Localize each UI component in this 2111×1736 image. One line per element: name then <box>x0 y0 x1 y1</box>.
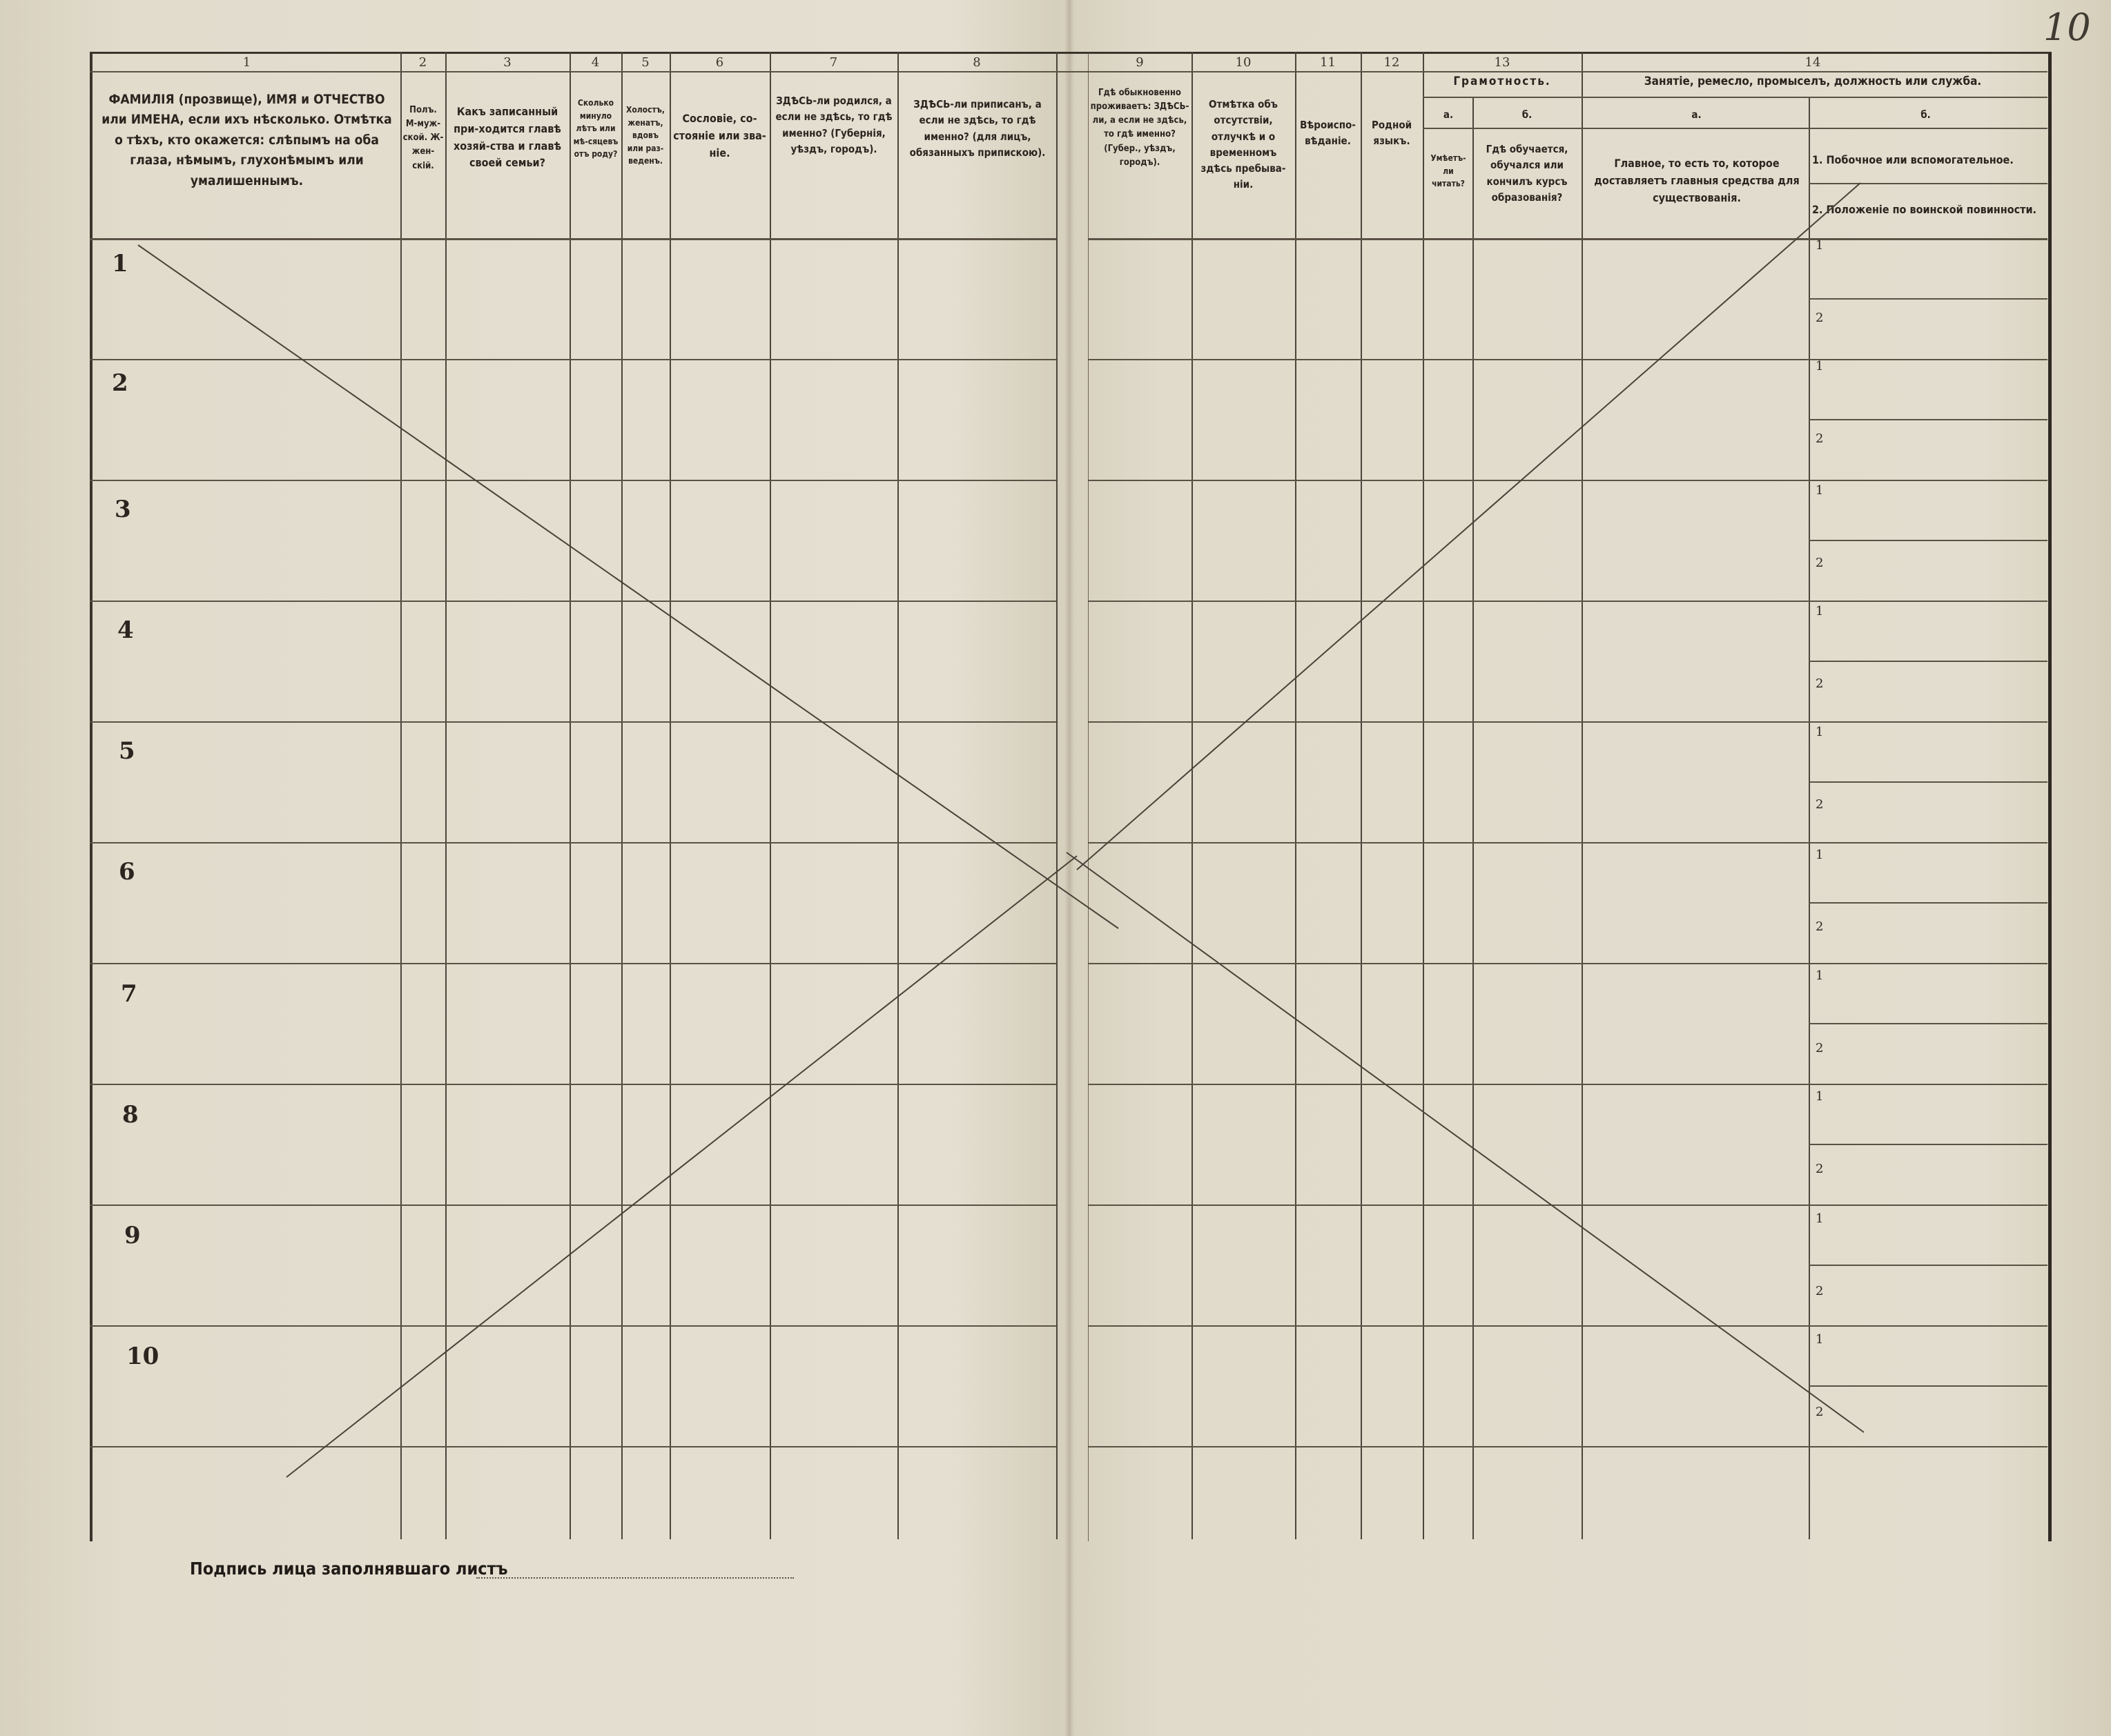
column-number-13: 13 <box>1494 55 1510 70</box>
sub-label-3-1: 1 <box>1816 483 1824 498</box>
sub-label-2-2: 2 <box>1816 431 1824 446</box>
header-absence: Отмѣтка объ отсутствіи, отлучкѣ и о временномъ здѣсь пребыва-ніи. <box>1200 98 1286 191</box>
cross-line-left-down <box>138 245 1118 928</box>
header-main-occupation: Главное, то есть то, которое доставляетъ главныя средства для существованія. <box>1594 157 1800 204</box>
column-number-2: 2 <box>418 55 427 70</box>
header-birthplace: ЗДѢСЬ-ли родился, а если не здѣсь, то гдѣ именно? (Губернія, уѣздъ, городъ). <box>775 95 893 155</box>
sub-label-8-2: 2 <box>1816 1162 1824 1176</box>
sub-label-6-1: 1 <box>1816 848 1824 862</box>
column-number-6: 6 <box>715 55 724 70</box>
row-number-5: 5 <box>119 737 135 765</box>
column-number-14: 14 <box>1804 55 1821 70</box>
row-number-6: 6 <box>119 858 135 886</box>
sub-label-2-1: 1 <box>1816 359 1824 373</box>
header-native-language: Родной языкъ. <box>1371 119 1412 148</box>
header-secondary-occupation: 1. Побочное или вспомогательное. <box>1812 153 2014 166</box>
header-military-status: 2. Положеніе по воинской повинности. <box>1812 203 2037 216</box>
row-number-8: 8 <box>122 1101 139 1129</box>
cross-line-left-up <box>286 856 1077 1477</box>
sub-label-9-2: 2 <box>1816 1284 1824 1298</box>
header-education: Гдѣ обучается, обучался или кончилъ курсъ образованія? <box>1486 143 1568 204</box>
header-literacy: Грамотность. <box>1453 75 1551 88</box>
header-name: ФАМИЛІЯ (прозвище), ИМЯ и ОТЧЕСТВО или ИМЕНА, если ихъ нѣсколько. Отмѣтка о тѣхъ, кто окажется: слѣпымъ на оба глаза, нѣмымъ, глухонѣмымъ или умалишеннымъ. <box>101 92 392 188</box>
sub-label-7-1: 1 <box>1816 968 1824 983</box>
cross-line-right-up <box>1077 183 1860 870</box>
column-number-4: 4 <box>591 55 600 70</box>
row-number-9: 9 <box>124 1222 141 1249</box>
row-number-1: 1 <box>112 250 128 277</box>
sub-label-1-2: 2 <box>1816 311 1824 325</box>
sub-label-3-2: 2 <box>1816 556 1824 570</box>
header-relation: Какъ записанный при-ходится главѣ хозяй-ства и главѣ своей семьи? <box>453 105 562 170</box>
sub-label-5-2: 2 <box>1816 797 1824 812</box>
row-number-7: 7 <box>121 980 137 1008</box>
header-literacy-b-label: б. <box>1521 108 1533 121</box>
sub-label-10-1: 1 <box>1816 1332 1824 1347</box>
header-occupation-a-label: а. <box>1691 108 1702 121</box>
signature-line[interactable] <box>476 1577 794 1579</box>
header-sex: Полъ. М-муж-ской. Ж-жен-скій. <box>402 105 444 171</box>
signature-label: Подпись лица заполнявшаго листъ <box>190 1559 508 1579</box>
sub-label-4-2: 2 <box>1816 676 1824 691</box>
header-literacy-a-label: а. <box>1443 108 1454 121</box>
row-number-2: 2 <box>112 369 128 397</box>
header-marital-status: Холостъ, женатъ, вдовъ или раз-веденъ. <box>626 105 665 166</box>
header-registered-place: ЗДѢСЬ-ли приписанъ, а если не здѣсь, то гдѣ именно? (для лицъ, обязанныхъ припискою). <box>909 98 1046 159</box>
row-number-10: 10 <box>126 1343 159 1370</box>
row-number-4: 4 <box>117 616 134 644</box>
header-occupation-b-label: б. <box>1920 108 1931 121</box>
header-age: Сколько минуло лѣтъ или мѣ-сяцевъ отъ роду? <box>573 98 619 159</box>
sub-label-9-1: 1 <box>1816 1211 1824 1226</box>
sub-label-10-2: 2 <box>1816 1405 1824 1419</box>
sub-label-7-2: 2 <box>1816 1041 1824 1055</box>
header-can-read: Умѣетъ-ли читать? <box>1430 153 1466 189</box>
column-number-5: 5 <box>641 55 650 70</box>
column-number-12: 12 <box>1383 55 1400 70</box>
sub-label-8-1: 1 <box>1816 1089 1824 1104</box>
column-number-8: 8 <box>973 55 981 70</box>
archive-page-number: 10 <box>2043 6 2091 49</box>
row-number-3: 3 <box>115 496 131 523</box>
column-number-1: 1 <box>242 55 251 70</box>
column-number-11: 11 <box>1320 55 1336 70</box>
sub-label-4-1: 1 <box>1816 604 1824 618</box>
sub-label-1-1: 1 <box>1816 238 1824 253</box>
header-religion: Вѣроиспо-вѣданіе. <box>1300 119 1356 148</box>
sub-label-6-2: 2 <box>1816 919 1824 934</box>
header-residence: Гдѣ обыкновенно проживаетъ: ЗДѢСЬ-ли, а если не здѣсь, то гдѣ именно? (Губер., уѣздъ, городъ). <box>1090 88 1189 168</box>
column-number-10: 10 <box>1235 55 1252 70</box>
header-occupation: Занятіе, ремесло, промыселъ, должность или служба. <box>1644 75 1982 88</box>
column-number-3: 3 <box>503 55 512 70</box>
header-estate: Сословіе, со-стояніе или зва-ніе. <box>673 112 766 159</box>
column-number-7: 7 <box>829 55 838 70</box>
sub-label-5-1: 1 <box>1816 725 1824 739</box>
column-number-9: 9 <box>1136 55 1144 70</box>
cross-line-right-down <box>1067 852 1864 1432</box>
